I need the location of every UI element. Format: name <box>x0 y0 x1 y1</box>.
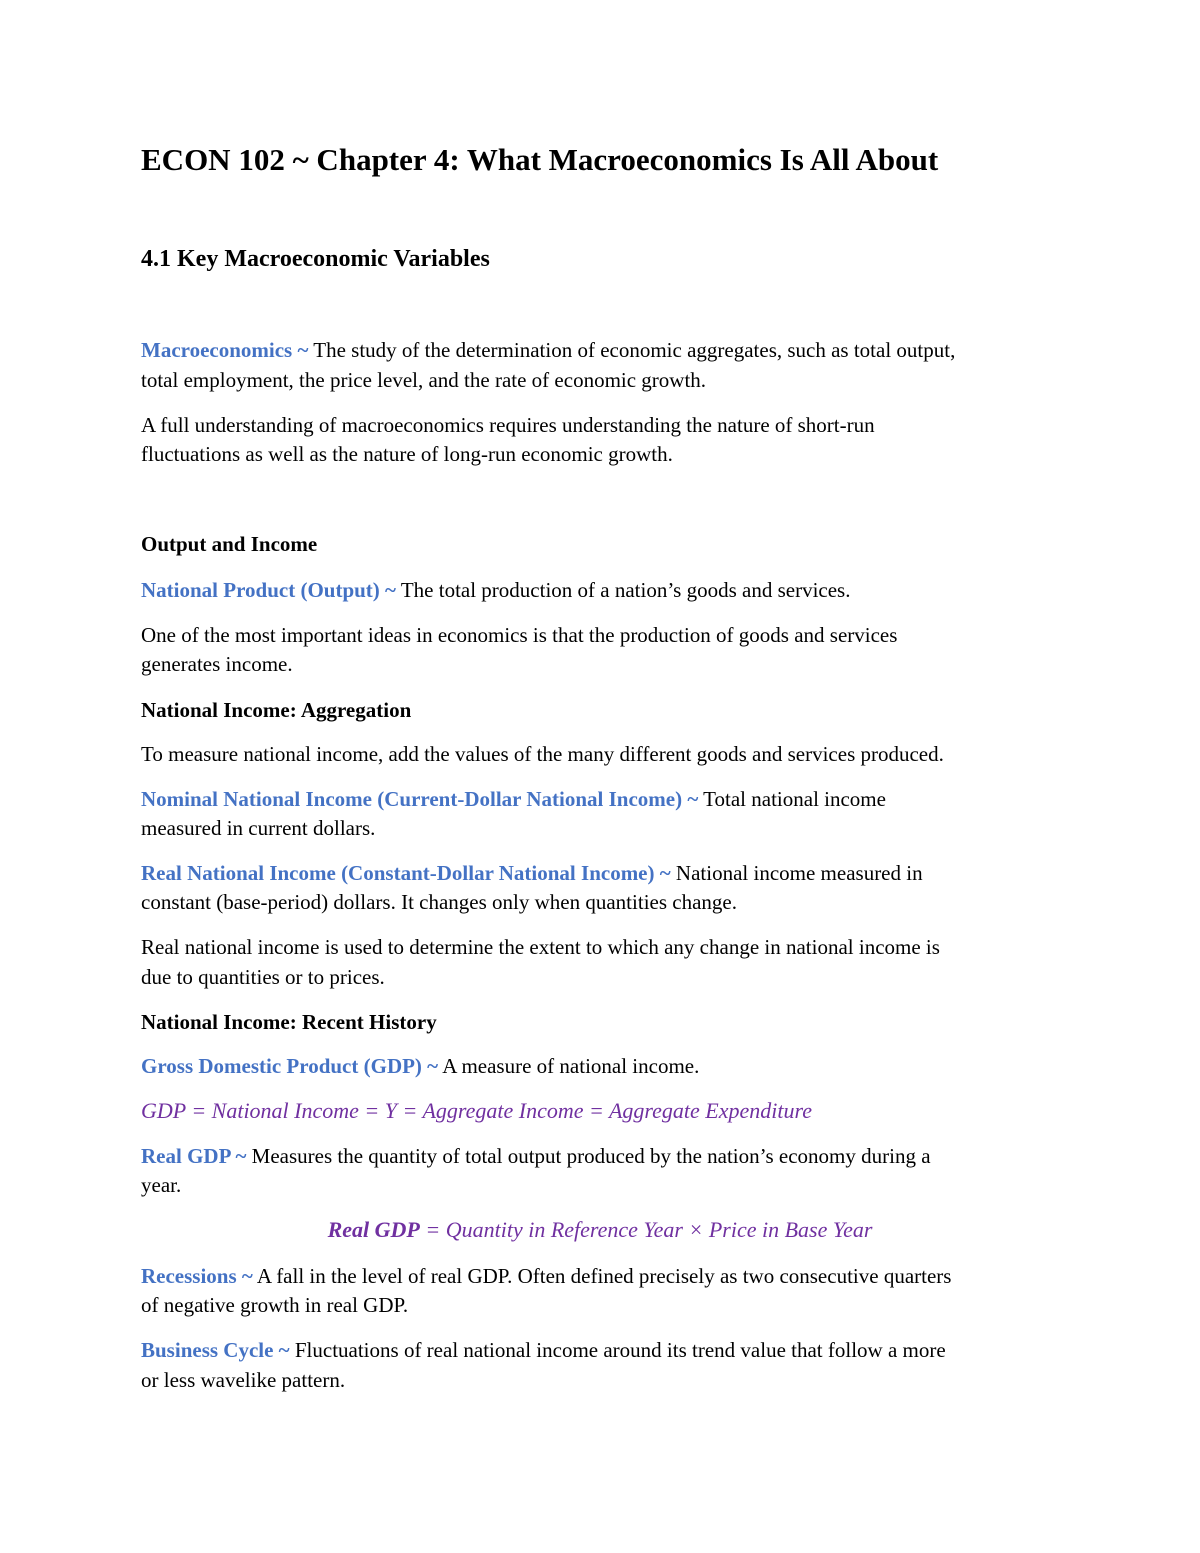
macroeconomics-definition-line-2: total employment, the price level, and the rate of economic growth. <box>141 368 707 392</box>
macroeconomics-definition-text: The study of the determination of economic aggregates, such as total output, <box>308 338 956 362</box>
national-product-text: The total production of a nation’s goods and services. <box>395 578 851 602</box>
real-gdp-formula <box>0 1217 1200 1243</box>
business-cycle-definition-line-1 <box>141 1337 946 1363</box>
national-product-term: National Product (Output) ~ <box>141 578 396 602</box>
production-paragraph-line-2: generates income. <box>141 652 293 676</box>
page-title: ECON 102 ~ Chapter 4: What Macroeconomics Is All About <box>141 142 939 177</box>
macroeconomics-definition-line-1 <box>141 337 955 363</box>
recessions-definition-line-1 <box>141 1263 951 1289</box>
real-gdp-definition-line-2: year. <box>141 1173 182 1197</box>
nominal-income-term: Nominal National Income (Current-Dollar National Income) ~ <box>141 787 699 811</box>
nominal-income-definition-line-2: measured in current dollars. <box>141 816 376 840</box>
real-income-paragraph-line-1: Real national income is used to determine the extent to which any change in national income is <box>141 935 940 959</box>
macroeconomics-paragraph-line-2: fluctuations as well as the nature of long-run economic growth. <box>141 442 673 466</box>
real-gdp-definition-line-1 <box>141 1143 931 1169</box>
gdp-term: Gross Domestic Product (GDP) ~ <box>141 1054 439 1078</box>
macroeconomics-paragraph-line-1: A full understanding of macroeconomics requires understanding the nature of short-run <box>141 413 875 437</box>
gdp-definition <box>141 1053 699 1079</box>
macroeconomics-term: Macroeconomics ~ <box>141 338 309 362</box>
business-cycle-term: Business Cycle ~ <box>141 1338 290 1362</box>
nominal-income-text: Total national income <box>698 787 886 811</box>
production-paragraph-line-1: One of the most important ideas in economics is that the production of goods and services <box>141 623 898 647</box>
output-income-heading: Output and Income <box>141 532 318 556</box>
business-cycle-text: Fluctuations of real national income around its trend value that follow a more <box>289 1338 946 1362</box>
section-heading: 4.1 Key Macroeconomic Variables <box>141 246 490 272</box>
real-income-paragraph-line-2: due to quantities or to prices. <box>141 965 385 989</box>
real-income-definition-line-1 <box>141 860 923 886</box>
national-product-definition <box>141 577 850 603</box>
aggregation-paragraph: To measure national income, add the values of the many different goods and services produced. <box>141 742 944 766</box>
real-income-text: National income measured in <box>670 861 923 885</box>
real-gdp-text: Measures the quantity of total output produced by the nation’s economy during a <box>246 1144 931 1168</box>
aggregation-heading: National Income: Aggregation <box>141 698 412 722</box>
real-gdp-formula-lhs: Real GDP <box>327 1217 420 1242</box>
gdp-formula: GDP = National Income = Y = Aggregate Income = Aggregate Expenditure <box>141 1098 812 1123</box>
recessions-definition-line-2: of negative growth in real GDP. <box>141 1293 409 1317</box>
recessions-text: A fall in the level of real GDP. Often defined precisely as two consecutive quarters <box>252 1264 952 1288</box>
nominal-income-definition-line-1 <box>141 786 886 812</box>
real-gdp-formula-rhs: = Quantity in Reference Year × Price in Base Year <box>419 1217 873 1242</box>
gdp-text: A measure of national income. <box>438 1054 700 1078</box>
real-income-definition-line-2: constant (base-period) dollars. It changes only when quantities change. <box>141 890 737 914</box>
recent-history-heading: National Income: Recent History <box>141 1010 437 1034</box>
real-income-term: Real National Income (Constant-Dollar National Income) ~ <box>141 861 671 885</box>
recessions-term: Recessions ~ <box>141 1264 253 1288</box>
real-gdp-term: Real GDP ~ <box>141 1144 247 1168</box>
business-cycle-definition-line-2: or less wavelike pattern. <box>141 1368 346 1392</box>
